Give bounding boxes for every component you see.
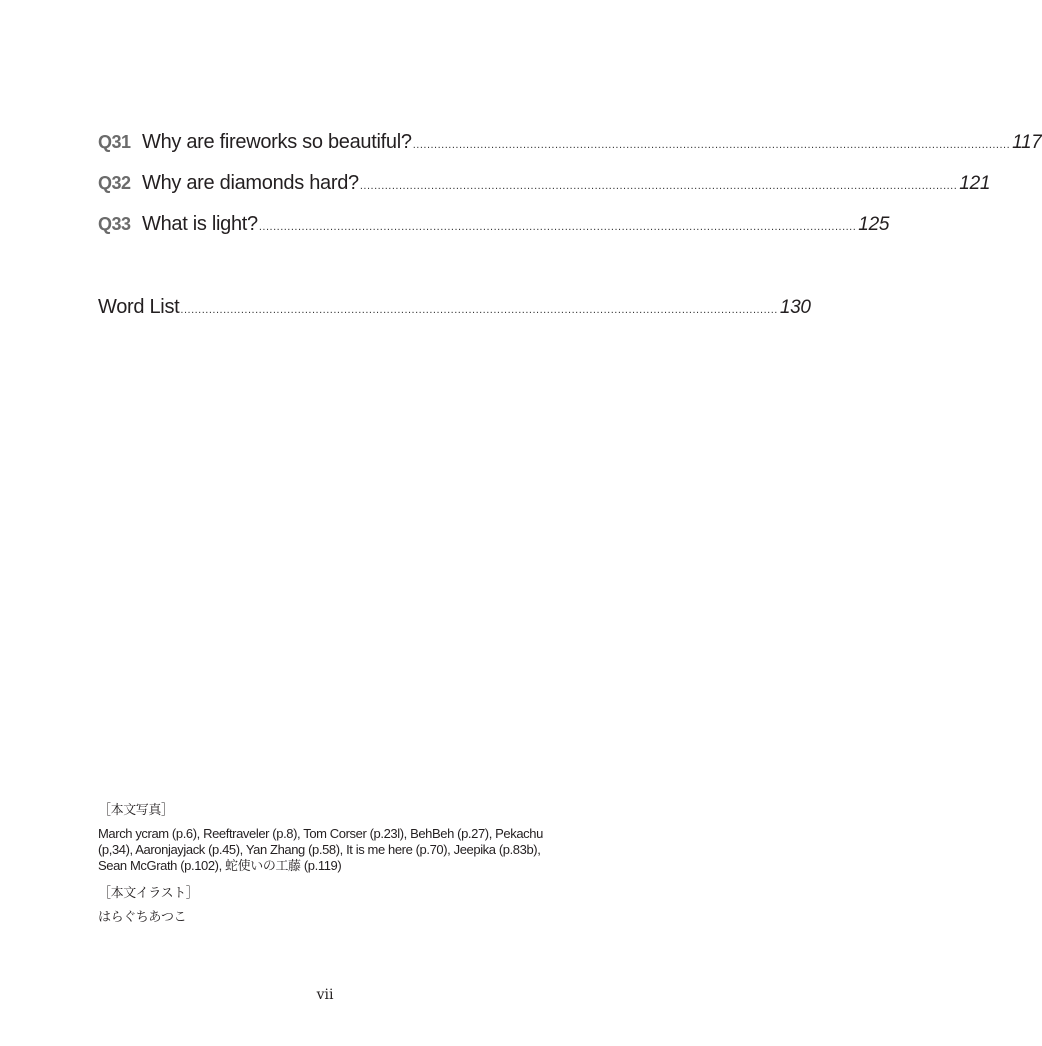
question-title: Why are diamonds hard? bbox=[142, 172, 359, 194]
toc-entry-q32[interactable] bbox=[98, 172, 991, 213]
toc-entry-q31[interactable] bbox=[98, 131, 1042, 172]
dot-leader: ........................................................................................................................................................................ bbox=[412, 139, 1011, 151]
table-of-contents bbox=[98, 131, 1042, 337]
dot-leader: ........................................................................................................................................................................ bbox=[180, 304, 778, 316]
page-reference: 125 bbox=[858, 214, 890, 235]
question-title: What is light? bbox=[142, 213, 258, 235]
dot-leader: ........................................................................................................................................................................ bbox=[359, 180, 958, 192]
question-number: Q31 bbox=[98, 132, 131, 152]
toc-entry-word-list[interactable] bbox=[98, 296, 811, 337]
question-number: Q33 bbox=[98, 214, 131, 234]
credits-section bbox=[98, 802, 568, 936]
page-number: vii bbox=[316, 987, 334, 1003]
word-list-title: Word List bbox=[98, 296, 180, 318]
photo-credits-text: March ycram (p.6), Reeftraveler (p.8), Tom Corser (p.23l), BehBeh (p.27), Pekachu (p,34), Aaronjayjack (p.45), Yan Zhang (p.58), It is me here (p.70), Jeepika (p.83b), Sean McGrath (p.102), 蛇使いの工藤 (p.119) bbox=[98, 826, 543, 873]
question-title: Why are fireworks so beautiful? bbox=[142, 131, 412, 153]
page-reference: 117 bbox=[1012, 132, 1042, 153]
photo-credits-heading: ［本文写真］ bbox=[98, 802, 174, 817]
toc-entry-q33[interactable] bbox=[98, 213, 890, 254]
illustration-credits-heading: ［本文イラスト］ bbox=[98, 885, 199, 900]
page-reference: 130 bbox=[779, 297, 811, 318]
page-reference: 121 bbox=[959, 173, 991, 194]
dot-leader: ........................................................................................................................................................................ bbox=[258, 221, 857, 233]
illustration-credits-text: はらぐちあつこ bbox=[98, 909, 187, 924]
question-number: Q32 bbox=[98, 173, 131, 193]
